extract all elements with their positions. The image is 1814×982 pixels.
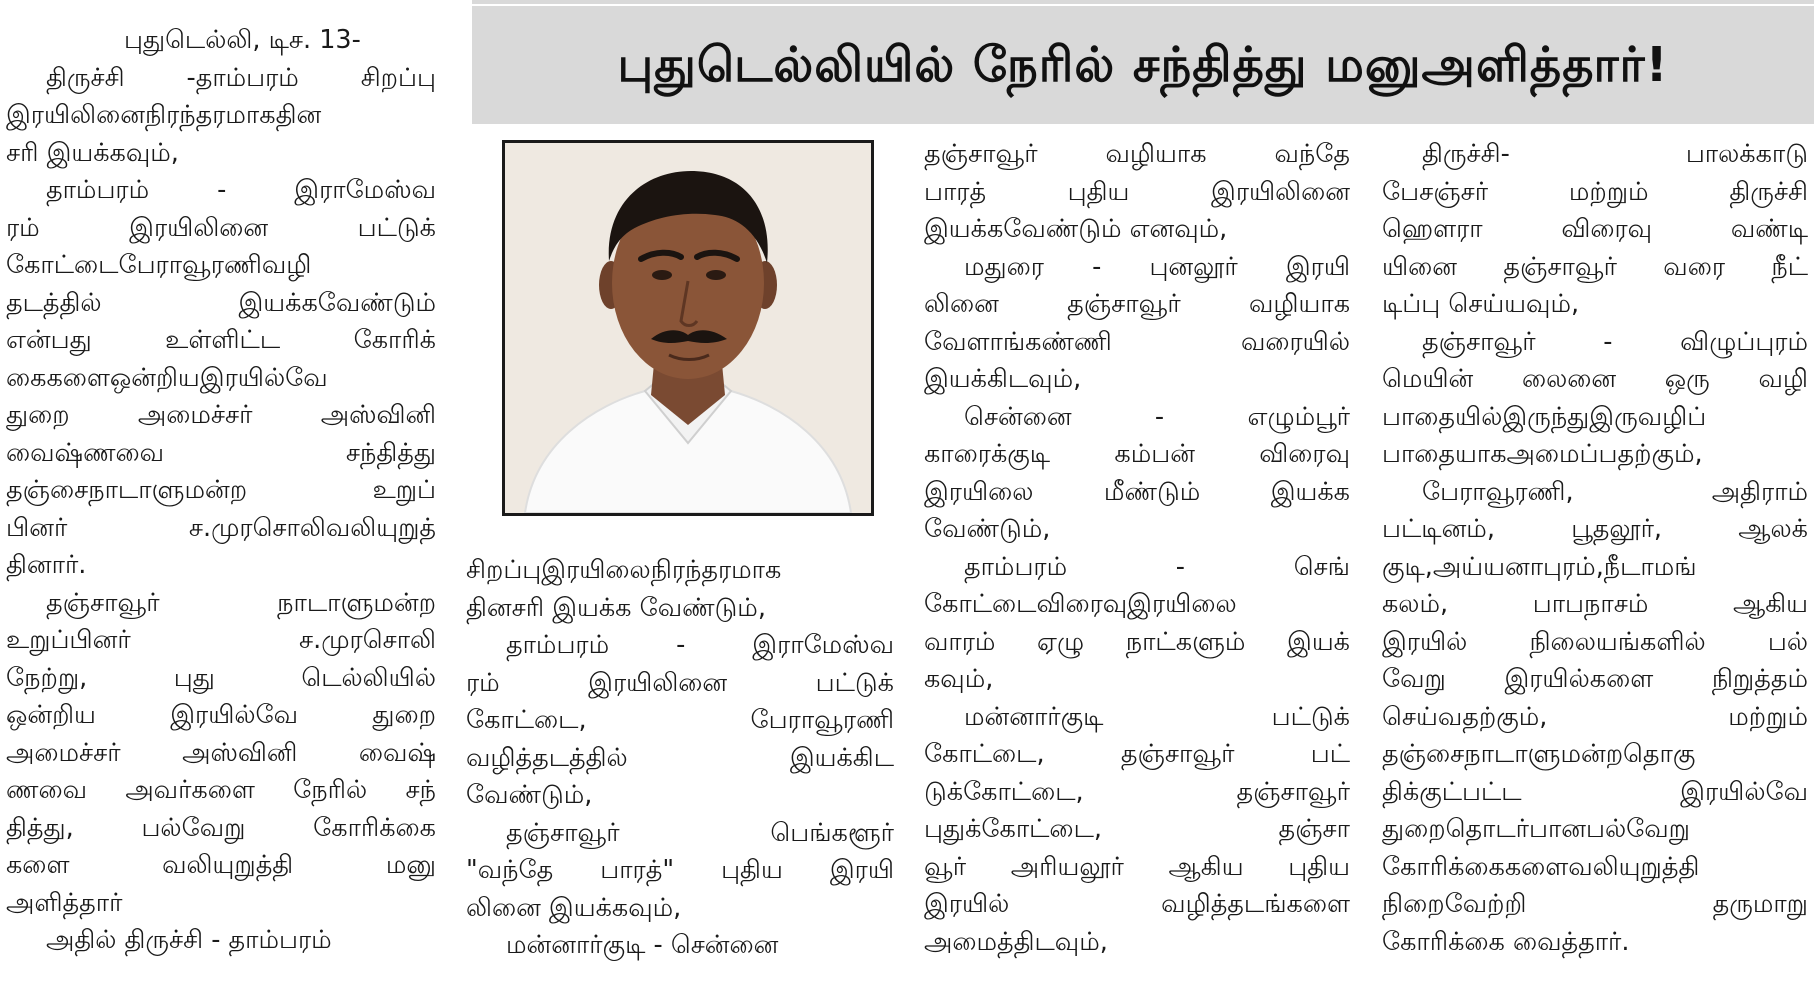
paragraph-line: திக்குட்பட்ட இரயில்வே [1382, 776, 1808, 807]
paragraph-line: சிறப்புஇரயிலைநிரந்தரமாக [466, 555, 782, 585]
paragraph-line: "வந்தே பாரத்" புதிய இரயி [466, 855, 894, 885]
paragraph-line: கோரிக்கைகளைவலியுறுத்தி [1382, 851, 1700, 882]
paragraph-line: லினை இயக்கவும், [466, 892, 682, 923]
paragraph-line: இரயிலினைநிரந்தரமாகதின [6, 100, 322, 130]
paragraph-line: ஹௌரா விரைவு வண்டி [1382, 214, 1808, 244]
paragraph-line: இரயில் நிலையங்களில் பல் [1382, 626, 1808, 657]
paragraph-line: வேண்டும், [466, 780, 593, 810]
paragraph-line: தாம்பரம் - இராமேஸ்வ [506, 630, 894, 660]
paragraph-line: நிறைவேற்றி தருமாறு [1382, 889, 1808, 919]
article-column-1 [6, 22, 436, 960]
paragraph-line: வூர் அரியலூர் ஆகிய புதிய [924, 851, 1350, 882]
article-column-2 [466, 552, 894, 965]
paragraph-line: வேறு இரயில்களை நிறுத்தம் [1382, 664, 1808, 694]
paragraph-line: தடத்தில் இயக்கவேண்டும் [6, 287, 436, 318]
paragraph-line: திருச்சி -தாம்பரம் சிறப்பு [46, 62, 436, 93]
paragraph-line: கைகளைஒன்றியஇரயில்வே [6, 362, 328, 393]
paragraph-line: கவும், [924, 664, 994, 694]
paragraph-line: அளித்தார் [6, 887, 123, 918]
paragraph-line: தஞ்சைநாடாளுமன்ற உறுப் [6, 475, 436, 505]
paragraph-line: தினசரி இயக்க வேண்டும், [466, 592, 766, 623]
paragraph-line: நேற்று, புது டெல்லியில் [6, 662, 436, 693]
paragraph-line: துறைதொடர்பானபல்வேறு [1382, 814, 1690, 844]
paragraph-line: காரைக்குடி கம்பன் விரைவு [924, 439, 1350, 469]
paragraph-line: களை வலியுறுத்தி மனு [6, 850, 436, 880]
paragraph-line: லினை தஞ்சாவூர் வழியாக [924, 289, 1350, 319]
paragraph-line: மன்னார்குடி - சென்னை [506, 930, 779, 960]
paragraph-line: தாம்பரம் - இராமேஸ்வ [46, 175, 436, 205]
paragraph-line: ஒன்றிய இரயில்வே துறை [6, 700, 436, 730]
paragraph-line: ணவை அவர்களை நேரில் சந் [6, 775, 436, 805]
paragraph-line: கோரிக்கை வைத்தார். [1382, 926, 1630, 957]
portrait-illustration [505, 143, 871, 513]
paragraph-line: தஞ்சாவூர் நாடாளுமன்ற [46, 587, 436, 618]
paragraph-line: அதில் திருச்சி - தாம்பரம் [46, 925, 332, 955]
portrait-photo [502, 140, 874, 516]
paragraph-line: உறுப்பினர் ச.முரசொலி [6, 625, 436, 655]
paragraph-line: கோட்டைபேராவூரணிவழி [6, 250, 312, 280]
paragraph-line: பாரத் புதிய இரயிலினை [924, 176, 1350, 207]
paragraph-line: குடி,அய்யனாபுரம்,நீடாமங் [1382, 551, 1697, 582]
paragraph-line: வேண்டும், [924, 514, 1051, 544]
paragraph-line: யினை தஞ்சாவூர் வரை நீட் [1382, 251, 1808, 282]
paragraph-line: இரயிலை மீண்டும் இயக்க [924, 476, 1350, 507]
paragraph-line: தித்து, பல்வேறு கோரிக்கை [6, 812, 436, 843]
paragraph-line: திருச்சி- பாலக்காடு [1422, 139, 1808, 169]
paragraph-line: வேளாங்கண்ணி வரையில் [924, 326, 1350, 357]
paragraph-line: கலம், பாபநாசம் ஆகிய [1382, 589, 1808, 619]
dateline: புதுடெல்லி, டிச. 13- [124, 25, 361, 55]
paragraph-line: ரம் இரயிலினை பட்டுக் [6, 212, 436, 243]
paragraph-line: கோட்டை, தஞ்சாவூர் பட் [924, 739, 1350, 769]
paragraph-line: பாதையாகஅமைப்பதற்கும், [1382, 439, 1703, 469]
headline-bar [472, 6, 1814, 124]
paragraph-line: பினர் ச.முரசொலிவலியுறுத் [6, 512, 436, 543]
paragraph-line: டிப்பு செய்யவும், [1382, 289, 1580, 319]
paragraph-line: புதுக்கோட்டை, தஞ்சா [924, 814, 1350, 844]
article-column-4 [1382, 136, 1808, 961]
paragraph-line: அமைத்திடவும், [924, 926, 1108, 957]
paragraph-line: என்பது உள்ளிட்ட கோரிக் [6, 325, 436, 355]
paragraph-line: தஞ்சைநாடாளுமன்றதொகு [1382, 739, 1696, 769]
headline: புதுடெல்லியில் நேரில் சந்தித்து மனுஅளித்தார்! [617, 37, 1669, 93]
paragraph-line: பாதையில்இருந்துஇருவழிப் [1382, 401, 1707, 432]
paragraph-line: வழித்தடத்தில் இயக்கிட [466, 742, 894, 773]
paragraph-line: மெயின் லைனை ஒரு வழி [1382, 364, 1808, 394]
paragraph-line: இயக்கிடவும், [924, 364, 1082, 394]
paragraph-line: சென்னை - எழும்பூர் [964, 401, 1350, 432]
paragraph-line: தினார். [6, 550, 87, 580]
paragraph-line: வாரம் ஏழு நாட்களும் இயக் [924, 626, 1350, 657]
paragraph-line: தாம்பரம் - செங் [964, 551, 1350, 582]
paragraph-line: பட்டினம், பூதலூர், ஆலக் [1382, 514, 1808, 544]
paragraph-line: டுக்கோட்டை, தஞ்சாவூர் [924, 776, 1350, 807]
paragraph-line: அமைச்சர் அஸ்வினி வைஷ் [6, 737, 436, 768]
paragraph-line: செய்வதற்கும், மற்றும் [1382, 701, 1808, 732]
paragraph-line: துறை அமைச்சர் அஸ்வினி [6, 400, 436, 430]
paragraph-line: கோட்டை, பேராவூரணி [466, 705, 894, 735]
paragraph-line: தஞ்சாவூர் பெங்களூர் [506, 817, 894, 848]
article-column-3 [924, 136, 1350, 961]
paragraph-line: தஞ்சாவூர் - விழுப்புரம் [1422, 326, 1808, 357]
paragraph-line: பேசஞ்சர் மற்றும் திருச்சி [1382, 176, 1808, 207]
paragraph-line: ரம் இரயிலினை பட்டுக் [466, 667, 894, 698]
paragraph-line: இரயில் வழித்தடங்களை [924, 889, 1350, 919]
paragraph-line: மதுரை - புனலூர் இரயி [964, 251, 1350, 282]
paragraph-line: சரி இயக்கவும், [6, 137, 179, 168]
paragraph-line: பேராவூரணி, அதிராம் [1422, 476, 1808, 507]
paragraph-line: இயக்கவேண்டும் எனவும், [924, 214, 1228, 244]
headline-top-rule [472, 0, 1814, 4]
paragraph-line: மன்னார்குடி பட்டுக் [964, 701, 1350, 732]
paragraph-line: வைஷ்ணவை சந்தித்து [6, 437, 436, 468]
paragraph-line: தஞ்சாவூர் வழியாக வந்தே [924, 139, 1350, 169]
paragraph-line: கோட்டைவிரைவுஇரயிலை [924, 589, 1237, 619]
